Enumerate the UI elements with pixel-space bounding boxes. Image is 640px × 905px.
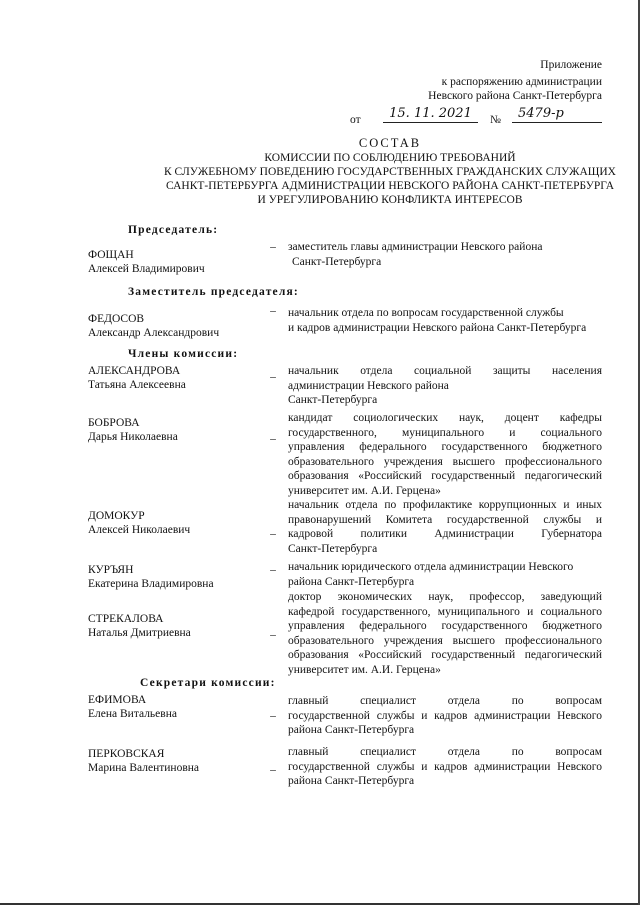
order-number: 5479-р <box>512 107 602 123</box>
person-name: Наталья Дмитриевна <box>88 627 191 639</box>
person-name: Дарья Николаевна <box>88 431 178 443</box>
dash-separator: – <box>270 433 276 445</box>
title-line-1: КОМИССИИ ПО СОБЛЮДЕНИЮ ТРЕБОВАНИЙ <box>264 152 516 164</box>
person-name: Алексей Николаевич <box>88 524 191 536</box>
person-name: Марина Валентиновна <box>88 762 200 774</box>
document-heading: СОСТАВ <box>358 136 422 150</box>
person-role: начальник отдела социальной защиты населения администрации Невского района Санкт-Петербурга <box>288 365 602 406</box>
person-role: заместитель главы администрации Невского района Санкт-Петербурга <box>288 241 543 268</box>
section-members: Члены комиссии: <box>128 348 239 360</box>
person-name: Екатерина Владимировна <box>88 578 214 590</box>
person-role: кандидат социологических наук, доцент кафедры государственного, муниципального и социального управления федерального государственного бюджетного образовательного учреждения высшего профессионального образования «Российский государственный педагогический университет им. А.И. Герцена» <box>288 412 602 497</box>
person-role: главный специалист отдела по вопросам государственной службы и кадров администрации Невского района Санкт-Петербурга <box>288 746 602 787</box>
person-surname: СТРЕКАЛОВА <box>88 613 164 625</box>
section-chairman: Председатель: <box>128 224 219 236</box>
dash-separator: – <box>270 710 276 722</box>
order-reference: к распоряжению администрации <box>441 76 602 88</box>
appendix-label: Приложение <box>540 59 602 71</box>
person-name: Елена Витальевна <box>88 708 177 720</box>
person-surname: ФОЩАН <box>88 249 134 261</box>
person-name: Алексей Владимирович <box>88 263 205 275</box>
person-surname: АЛЕКСАНДРОВА <box>88 365 181 377</box>
person-role: начальник отдела по вопросам государственной службы и кадров администрации Невского района Санкт-Петербурга <box>288 307 587 334</box>
person-name: Татьяна Алексеевна <box>88 379 186 391</box>
number-prefix: № <box>490 114 501 126</box>
title-line-2: К СЛУЖЕБНОМУ ПОВЕДЕНИЮ ГОСУДАРСТВЕННЫХ ГРАЖДАНСКИХ СЛУЖАЩИХ <box>164 166 616 178</box>
dash-separator: – <box>270 241 276 253</box>
person-surname: БОБРОВА <box>88 417 140 429</box>
date-prefix: от <box>350 114 361 126</box>
dash-separator: – <box>270 764 276 776</box>
section-secretaries: Секретари комиссии: <box>140 677 276 689</box>
person-surname: КУРЪЯН <box>88 564 134 576</box>
person-surname: ПЕРКОВСКАЯ <box>88 748 165 760</box>
dash-separator: – <box>270 629 276 641</box>
person-surname: ФЕДОСОВ <box>88 313 145 325</box>
order-date: 15. 11. 2021 <box>383 107 478 123</box>
section-deputy: Заместитель председателя: <box>128 286 299 298</box>
dash-separator: – <box>270 564 276 576</box>
title-line-3: САНКТ-ПЕТЕРБУРГА АДМИНИСТРАЦИИ НЕВСКОГО РАЙОНА САНКТ-ПЕТЕРБУРГА <box>166 180 614 192</box>
dash-separator: – <box>270 305 276 317</box>
person-surname: ДОМОКУР <box>88 510 145 522</box>
person-surname: ЕФИМОВА <box>88 694 147 706</box>
person-role: начальник отдела по профилактике коррупционных и иных правонарушений Комитета государственной службы и кадровой политики Администрации Губернатора Санкт-Петербурга <box>288 499 602 555</box>
person-name: Александр Александрович <box>88 327 220 339</box>
person-role: начальник юридического отдела администрации Невского района Санкт-Петербурга <box>288 561 574 588</box>
person-role: главный специалист отдела по вопросам государственной службы и кадров администрации Невского района Санкт-Петербурга <box>288 695 602 736</box>
person-role: доктор экономических наук, профессор, заведующий кафедрой государственного, муниципального и социального управления федерального государственного бюджетного образовательного учреждения высшего профессионального образования «Российский государственный педагогический университет им. А.И. Герцена» <box>288 591 602 676</box>
title-line-4: И УРЕГУЛИРОВАНИЮ КОНФЛИКТА ИНТЕРЕСОВ <box>257 194 523 206</box>
dash-separator: – <box>270 371 276 383</box>
order-district: Невского района Санкт-Петербурга <box>428 90 602 102</box>
dash-separator: – <box>270 528 276 540</box>
